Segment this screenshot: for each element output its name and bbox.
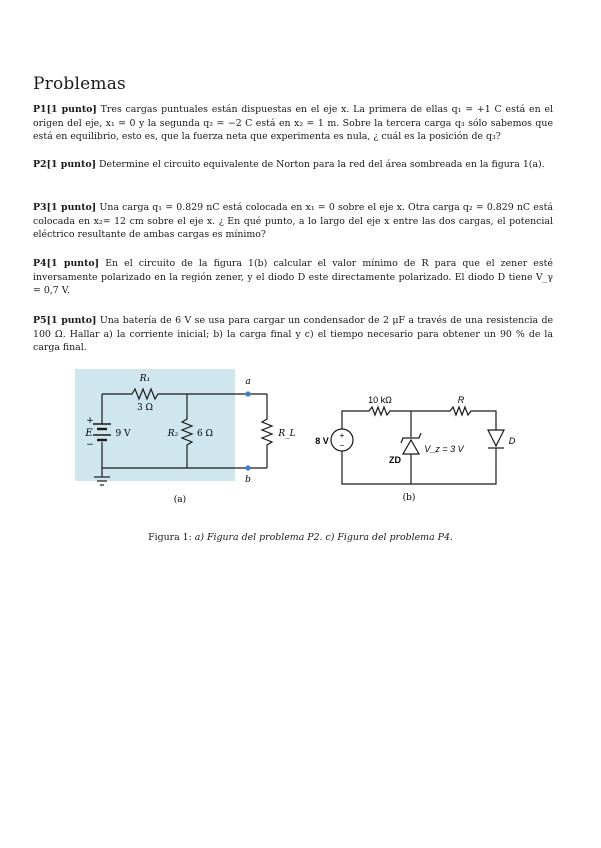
problem-text: En el circuito de la figura 1(b) calcular el valor mínimo de R para que el zener esté inversamente polarizado en la región zener, y el diodo D este directamente polarizado. El diodo D tiene V_γ = 0,7 V. [33,258,553,297]
problem-label: P1 [33,104,47,115]
problem-1 [33,103,553,144]
r2-value: 6 Ω [196,429,214,439]
problem-label: P5 [33,315,47,326]
problem-label: P3 [33,202,47,213]
r-variable-label: R [457,395,465,405]
r-fixed-value: 10 kΩ [368,395,392,405]
figure-a [75,369,296,505]
figure-b [315,395,516,503]
shaded-network-area [75,369,235,481]
rl-resistor [262,394,272,468]
problem-label: P2 [33,159,47,170]
problem-text: Tres cargas puntuales están dispuestas en el eje x. La primera de ellas q₁ = +1 C está en el origen del eje, x₁ = 0 y la segunda q₂ = −2 C está en x₂ = 1 m. Sobre la tercera carga q₃ sólo sabemos que está en equilibrio, esto es, que la fuerza neta que experimenta es nula, ¿ cuál es la posición de q₃? [33,104,553,143]
r1-label: R₁ [139,374,151,384]
problem-points: [1 punto] [46,258,100,269]
node-a-label: a [245,377,251,387]
problem-text: Determine el circuito equivalente de Norton para la red del área sombreada en la figura 1(a). [99,159,545,170]
problem-4 [33,257,553,298]
terminal-b-node [245,465,250,470]
figure-a-sublabel: (a) [173,495,187,505]
problem-3 [33,201,553,242]
problem-2 [33,158,553,172]
caption-prefix: Figura 1: [148,532,192,543]
zener-label: ZD [389,455,401,465]
source-value: 9 V [115,429,131,439]
r1-value: 3 Ω [136,403,154,413]
diode-label: D [508,436,516,446]
problem-points: [1 punto] [46,315,97,326]
page-title: Problemas [33,74,126,94]
source-value: 8 V [315,436,329,446]
figure-1 [60,364,540,514]
wire-bottom [342,463,496,484]
problem-text: Una batería de 6 V se usa para cargar un condensador de 2 μF a través de una resistencia de 100 Ω. Hallar a) la corriente inicial; b) la carga final y c) el tiempo necesario para obtener un 90 % de la carga final. [33,315,554,354]
source-plus-sign: + [339,431,345,440]
problem-points: [1 punto] [46,159,97,170]
wire-top-with-resistors [342,407,496,420]
rl-label: R_L [278,429,296,439]
figure-b-sublabel: (b) [402,493,416,503]
problem-label: P4 [33,258,47,269]
problem-5 [33,314,553,355]
diode-icon [488,430,504,448]
terminal-a-node [245,391,250,396]
battery-plus-sign: + [86,416,94,426]
source-minus-sign: − [339,441,345,450]
problem-points: [1 punto] [46,202,97,213]
problem-text: Una carga q₁ = 0.829 nC está colocada en x₁ = 0 sobre el eje x. Otra carga q₂ = 0.829 nC está colocada en x₂= 12 cm sobre el eje x. ¿ En qué punto, a lo largo del eje x entre las dos cargas, el potencial eléctrico resultante de ambas cargas es mínimo? [33,202,554,241]
problem-points: [1 punto] [46,104,97,115]
r2-label: R₂ [167,429,179,439]
caption-text: a) Figura del problema P2. c) Figura del problema P4. [194,532,453,543]
figure-caption [0,532,601,543]
zener-voltage: V_z = 3 V [424,444,464,454]
battery-minus-sign: − [86,440,94,450]
source-label: E [85,428,93,439]
node-b-label: b [245,475,251,485]
